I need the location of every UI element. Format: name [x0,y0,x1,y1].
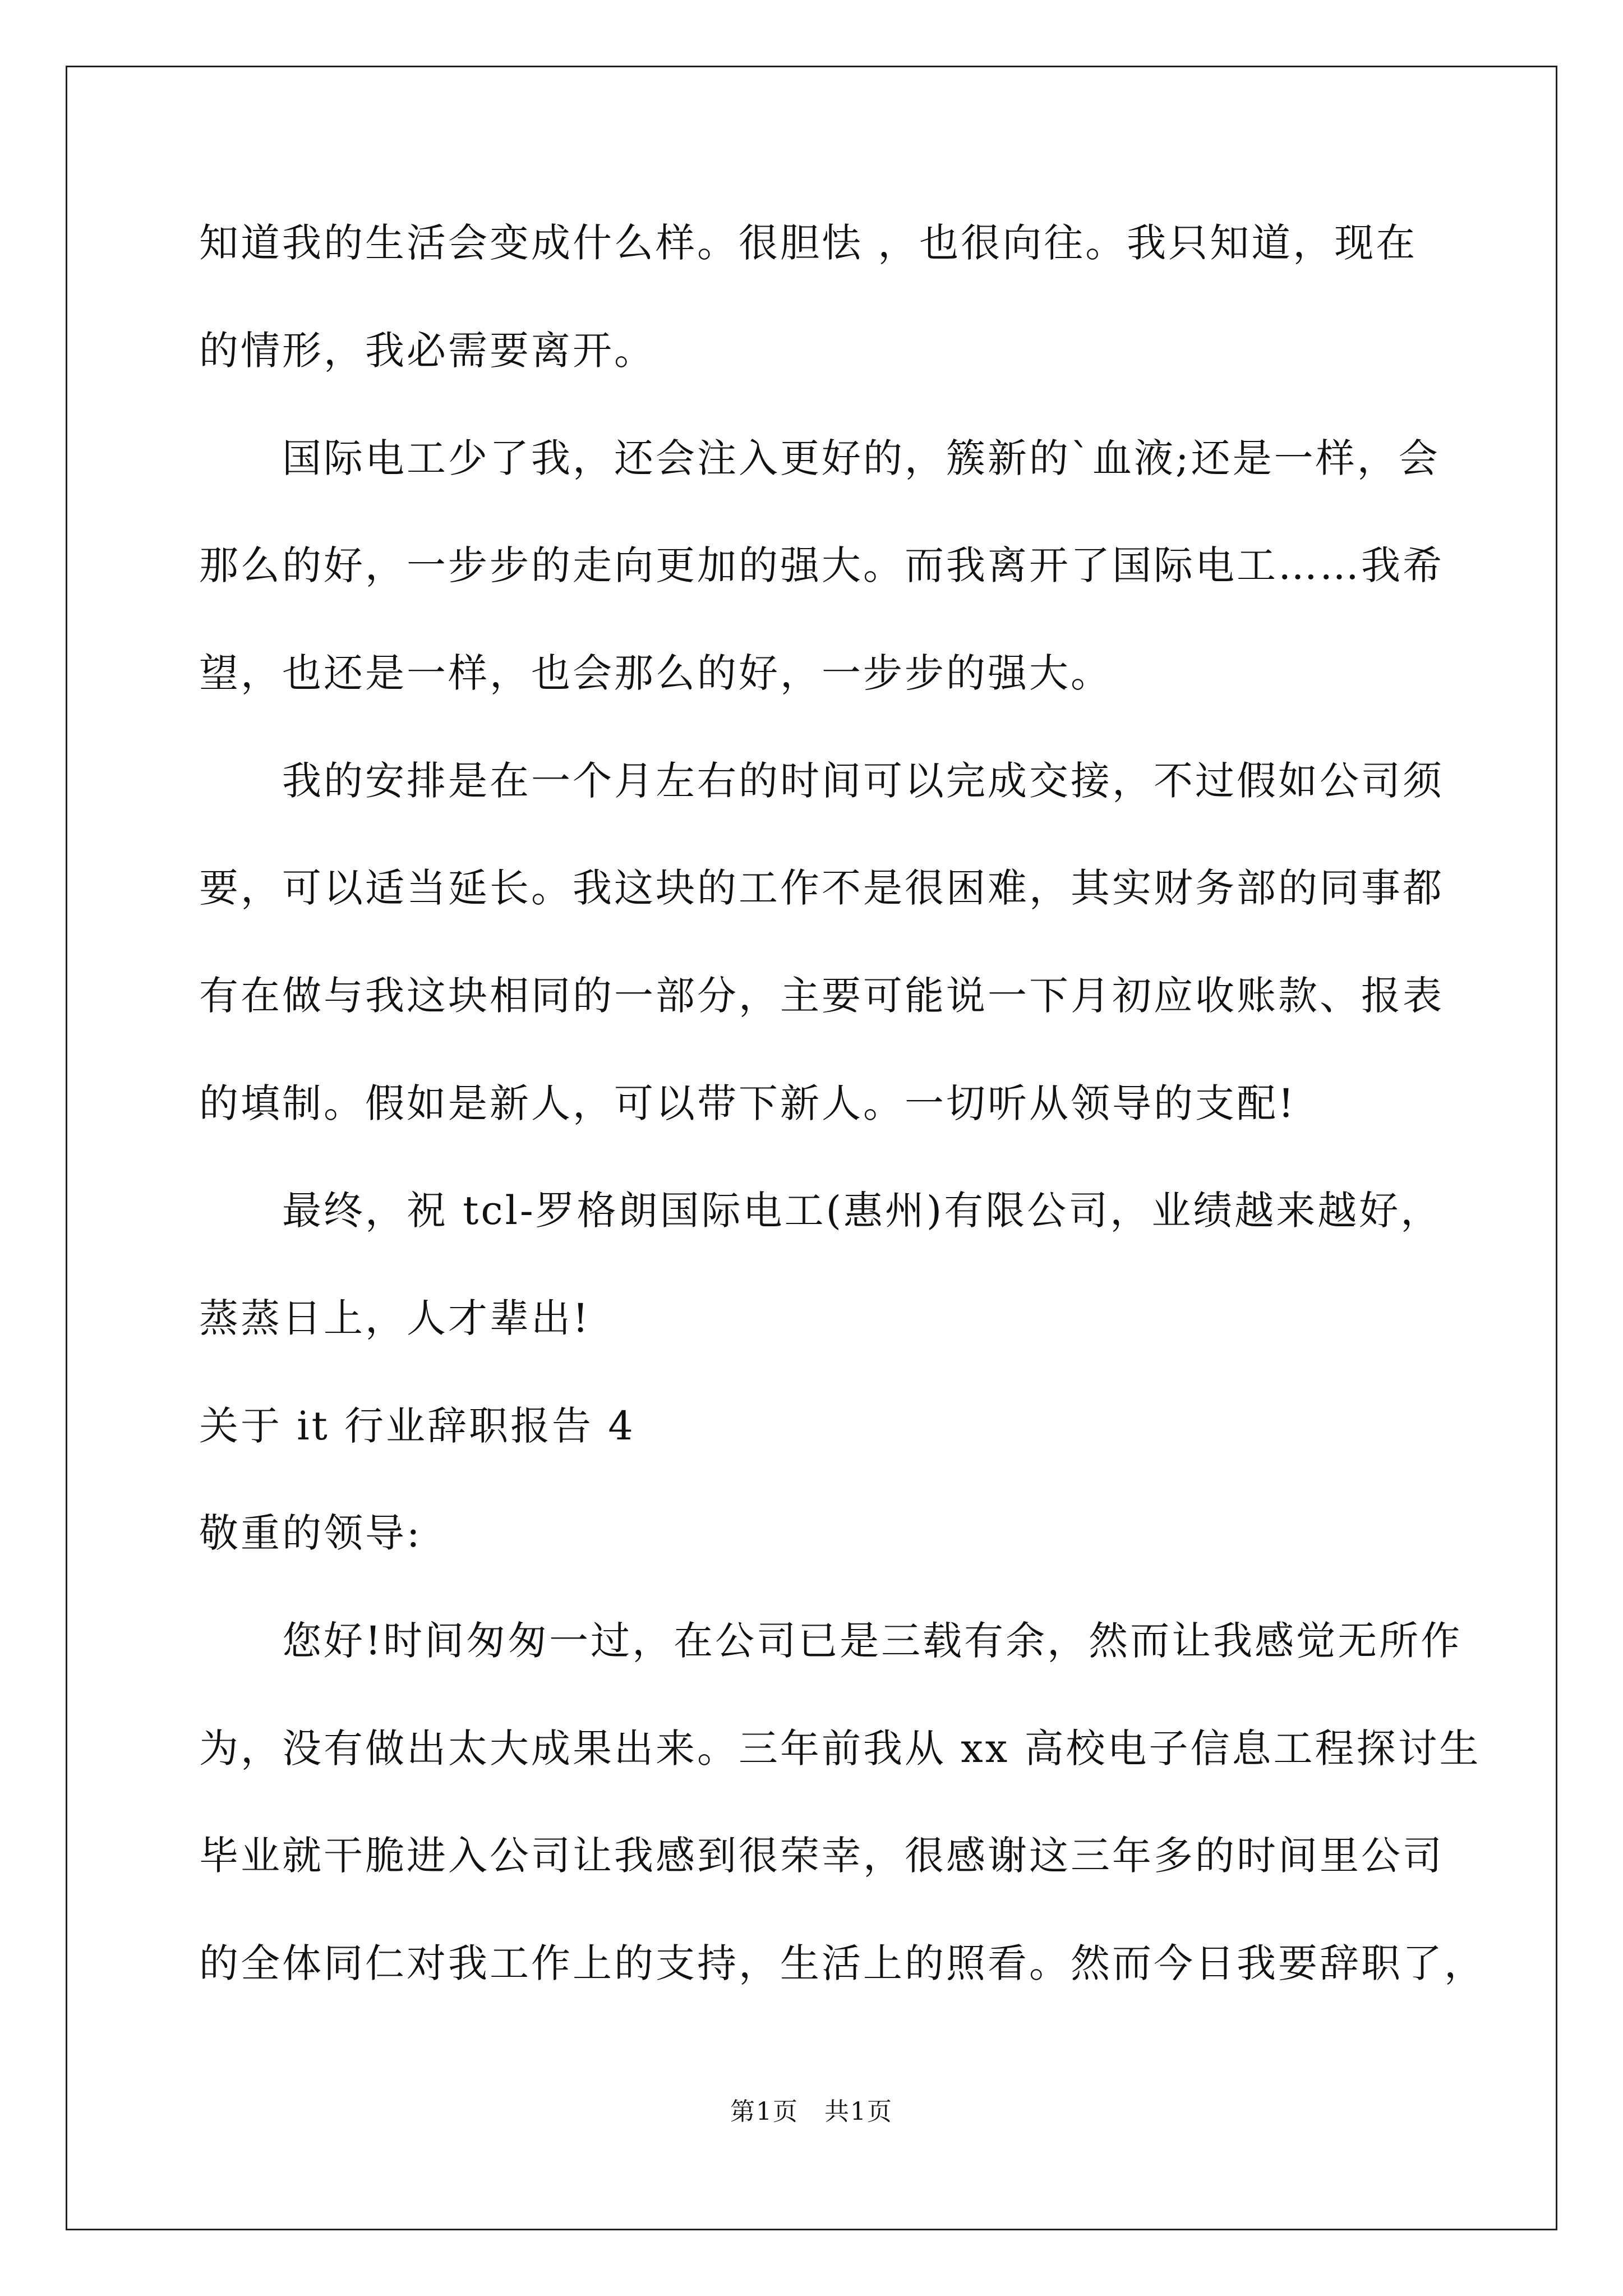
paragraph-start-line: 最终，祝 tcl-罗格朗国际电工(惠州)有限公司，业绩越来越好， [282,1188,1442,1234]
page-border [66,66,1557,2230]
paragraph-start-line: 国际电工少了我，还会注入更好的，簇新的`血液;还是一样，会 [282,435,1440,481]
section-heading: 关于 it 行业辞职报告 4 [199,1403,635,1449]
text-line: 的填制。假如是新人，可以带下新人。一切听从领导的支配! [199,1080,1297,1126]
text-line: 的全体同仁对我工作上的支持，生活上的照看。然而今日我要辞职了， [199,1940,1486,1986]
paragraph-start-line: 您好!时间匆匆一过，在公司已是三载有余，然而让我感觉无所作 [282,1618,1463,1664]
text-line: 知道我的生活会变成什么样。很胆怯 ，也很向往。我只知道，现在 [199,220,1418,266]
text-line: 那么的好，一步步的走向更加的强大。而我离开了国际电工……我希 [199,542,1444,588]
text-line: 有在做与我这块相同的一部分，主要可能说一下月初应收账款、报表 [199,973,1444,1019]
text-line: 为，没有做出太大成果出来。三年前我从 xx 高校电子信息工程探讨生 [199,1726,1481,1772]
text-line: 毕业就干脆进入公司让我感到很荣幸，很感谢这三年多的时间里公司 [199,1833,1444,1879]
text-line: 蒸蒸日上，人才辈出! [199,1295,591,1341]
salutation: 敬重的领导: [199,1510,422,1556]
text-line: 要，可以适当延长。我这块的工作不是很困难，其实财务部的同事都 [199,865,1444,911]
text-line: 望，也还是一样，也会那么的好，一步步的强大。 [199,650,1112,696]
paragraph-start-line: 我的安排是在一个月左右的时间可以完成交接，不过假如公司须 [282,758,1444,804]
text-line: 的情形，我必需要离开。 [199,328,656,374]
page-number-footer: 第1页 共1页 [730,2097,893,2126]
